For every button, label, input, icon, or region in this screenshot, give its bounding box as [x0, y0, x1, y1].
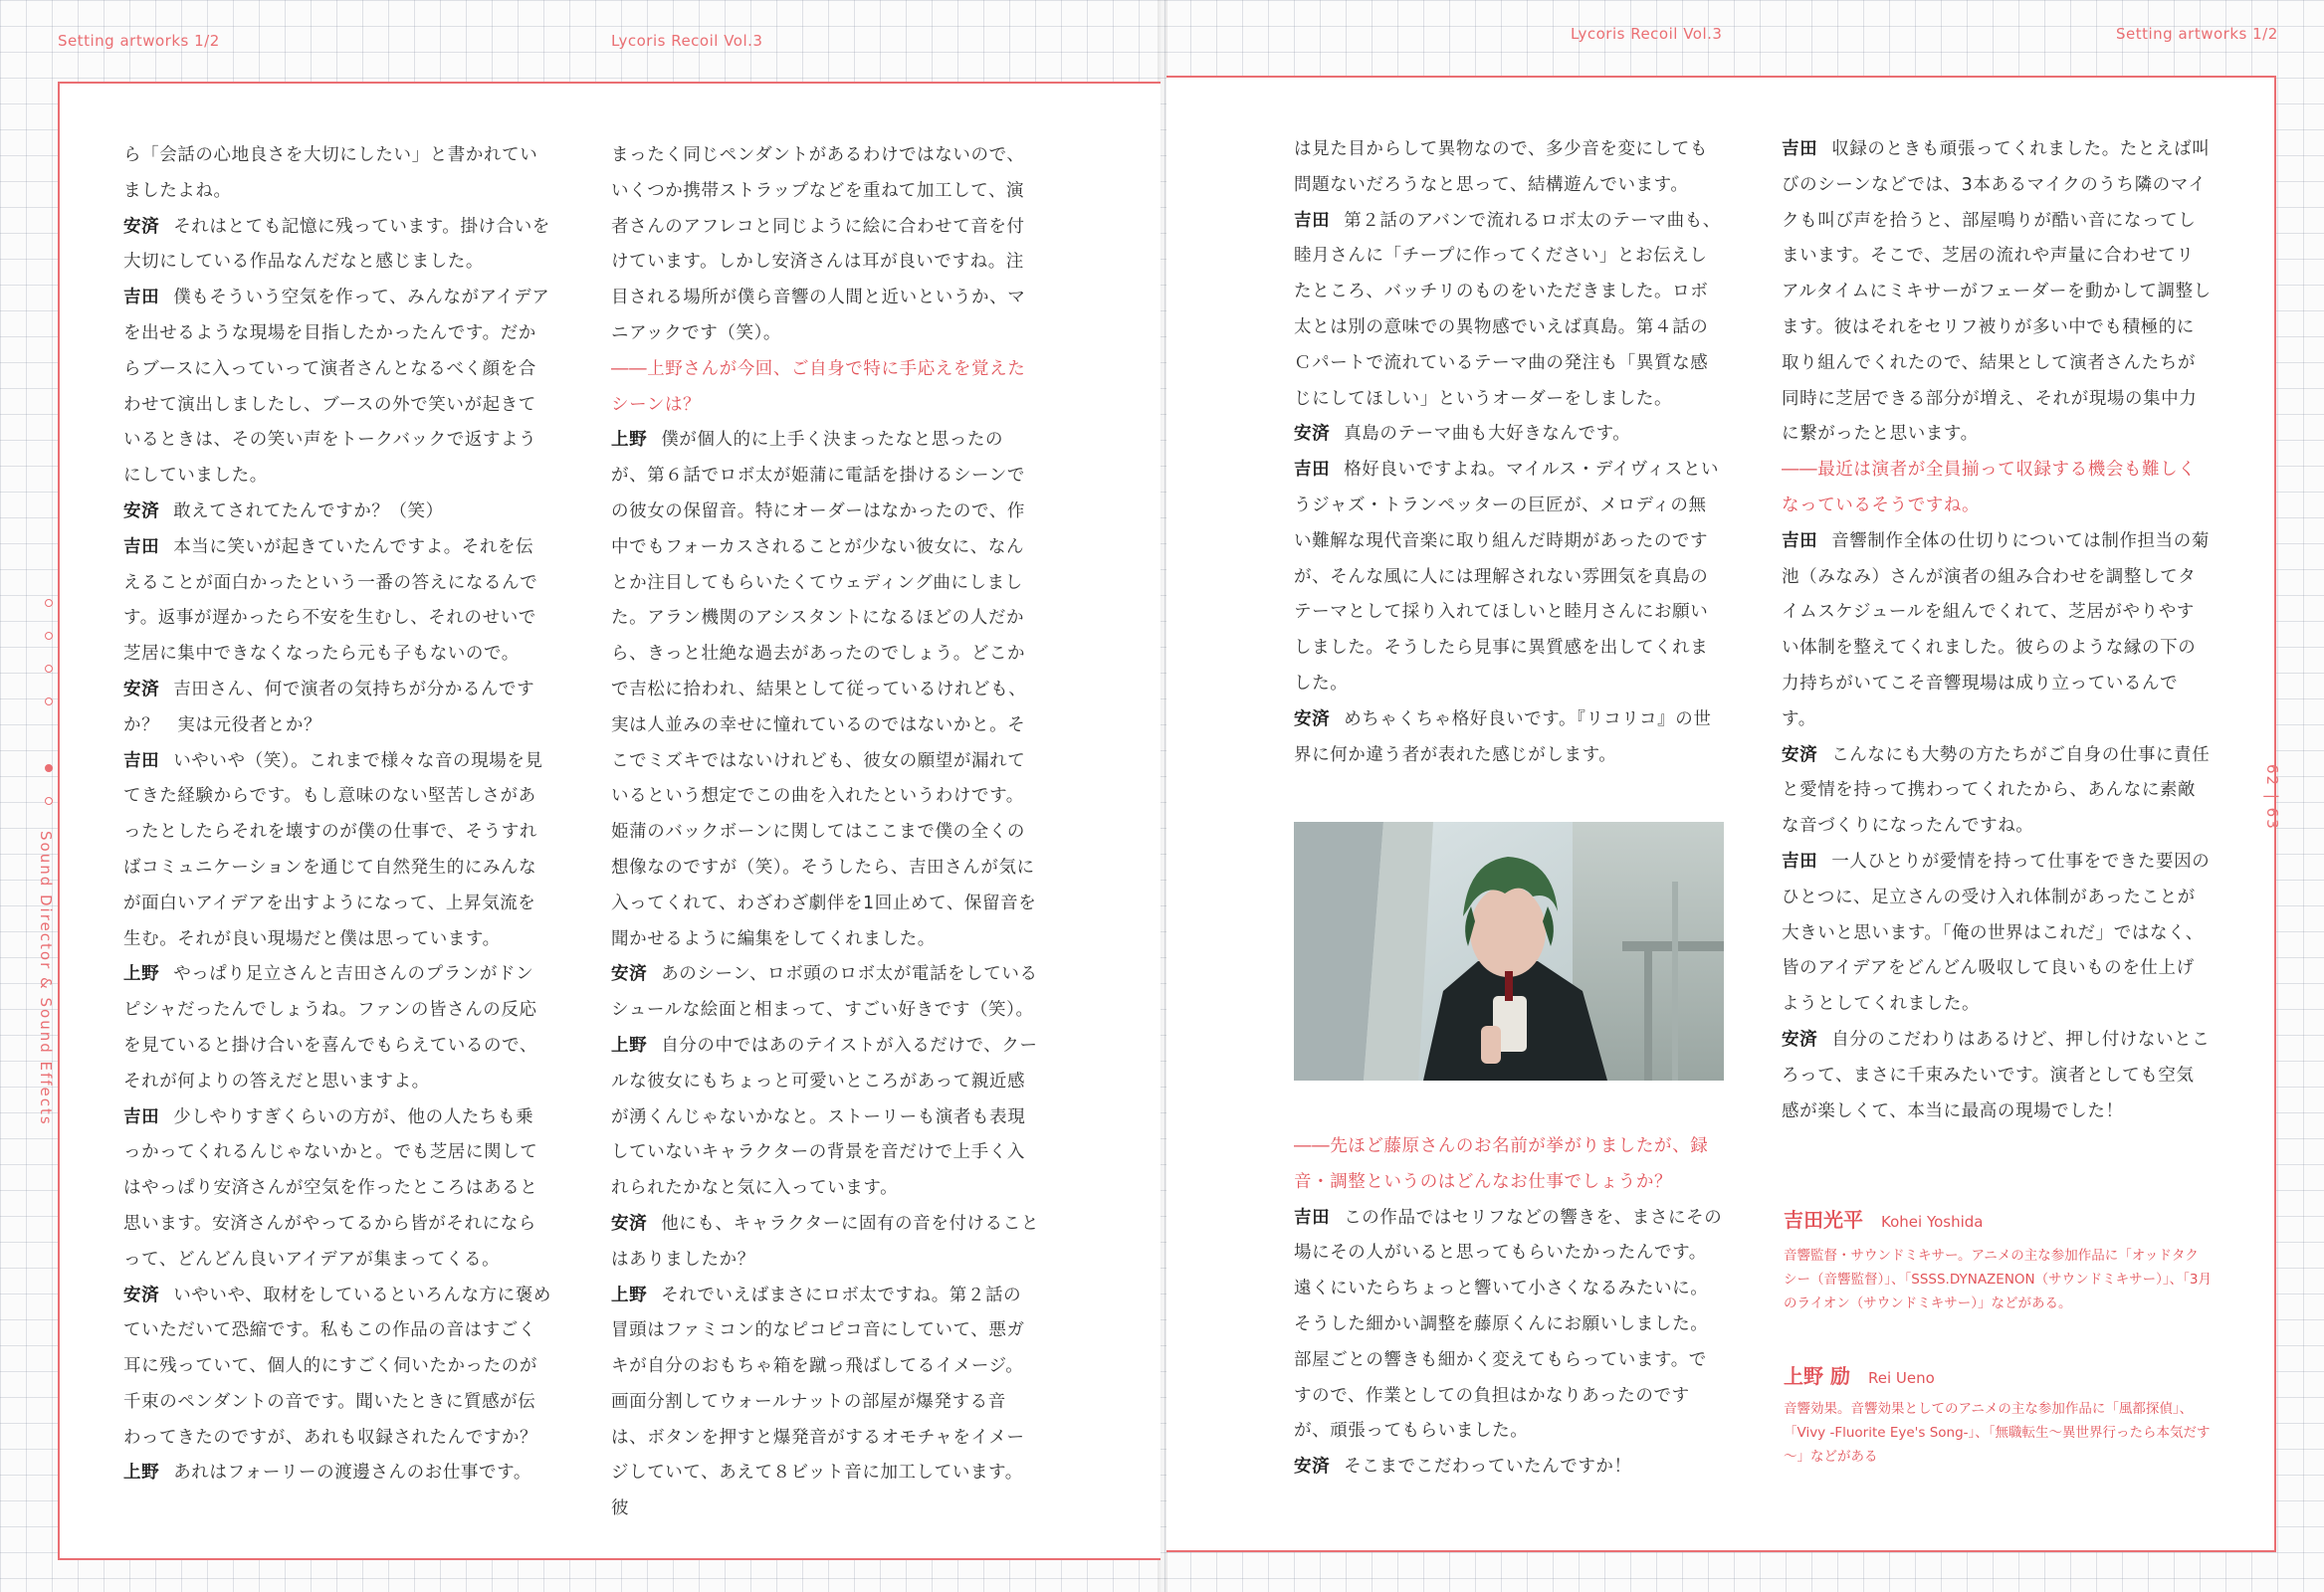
- page-numbers: 62 | 63: [2263, 764, 2281, 831]
- continued-paragraph: は見た目からして異物なので、多少音を変にしても問題ないだろうなと思って、結構遊んでいます。: [1294, 139, 1708, 195]
- header-book-right: Lycoris Recoil Vol.3: [1571, 25, 1723, 43]
- speech-paragraph: [611, 1029, 1039, 1207]
- profile-bio-yoshida: 音響監督・サウンドミキサー。アニメの主な参加作品に「オッドタクシー（音響監督）」、「SSSS.DYNAZENON（サウンドミキサー）」、「3月のライオン（サウンドミキサー）」などがある。: [1784, 1248, 2212, 1311]
- speech-text: 吉田さん、何で演者の気持ちが分かるんですか？ 実は元役者とか？: [123, 679, 535, 735]
- speech-paragraph: [1294, 453, 1724, 702]
- nav-dot: [45, 632, 53, 640]
- speech-paragraph: [1294, 702, 1724, 774]
- speech-paragraph: [1782, 738, 2212, 845]
- speech-paragraph: [1782, 1023, 2212, 1129]
- speech-text: こんなにも大勢の方たちがご自身の仕事に責任と愛情を持って携わってくれたから、あんなに素敵な音づくりになったんですね。: [1782, 744, 2211, 837]
- text-column-2: [611, 138, 1039, 1527]
- speech-text: あのシーン、ロボ頭のロボ太が電話をしているシュールな絵面と相まって、すごい好きです（笑）。: [611, 964, 1038, 1021]
- speaker-name: 上野: [123, 1463, 160, 1484]
- nav-dot-active: [45, 764, 53, 772]
- speech-paragraph: [611, 1207, 1039, 1279]
- header-book-left: Lycoris Recoil Vol.3: [611, 32, 763, 50]
- speech-text: 自分の中ではあのテイストが入るだけで、クールな彼女にもちょっと可愛いところがあって親近感が湧くんじゃないかなと。ストーリーも演者も表現していないキャラクターの背景を音だけで上手く入れられたかなと気に入っています。: [611, 1035, 1038, 1199]
- speech-paragraph: [123, 1456, 551, 1492]
- speech-paragraph: [611, 423, 1039, 957]
- nav-dot: [45, 697, 53, 705]
- speech-text: 収録のときも頑張ってくれました。たとえば叫びのシーンなどでは、3本あるマイクのうち隣のマイクも叫び声を拾うと、部屋鳴りが酷い音になってしまいます。そこで、芝居の流れや声量に合わせてリアルタイムにミキサーがフェーダーを動かして調整します。彼はそれをセリフ被りが多い中でも積極的に取り組んでくれたので、結果として演者さんたちが同時に芝居できる部分が増え、それが現場の集中力に繋がったと思います。: [1782, 139, 2212, 445]
- speech-text: やっぱり足立さんと吉田さんのプランがドンピシャだったんでしょうね。ファンの皆さんの反応を見ていると掛け合いを喜んでもらえているので、それが何よりの答えだと思いますよ。: [123, 964, 537, 1092]
- speaker-name: 吉田: [123, 288, 160, 308]
- profile-name-romaji: Kohei Yoshida: [1881, 1213, 1984, 1231]
- speaker-name: 上野: [611, 1285, 648, 1305]
- speech-paragraph: [123, 673, 551, 744]
- speaker-name: 安済: [123, 216, 160, 237]
- speaker-name: 安済: [123, 1285, 160, 1305]
- interviewer-question: ――最近は演者が全員揃って収録する機会も難しくなっているそうですね。: [1782, 460, 2197, 515]
- speaker-name: 吉田: [123, 1106, 160, 1127]
- speaker-name: 安済: [1294, 708, 1331, 729]
- profile-name-kanji: 上野 励: [1784, 1364, 1850, 1388]
- profile-bio-ueno: 音響効果。音響効果としてのアニメの主な参加作品に「風都探偵」、「Vivy -Fluorite Eye's Song-」、「無職転生～異世界行ったら本気だす～」などがある: [1784, 1401, 2211, 1465]
- speech-paragraph: [123, 744, 551, 958]
- interviewer-question: ――先ほど藤原さんのお名前が挙がりましたが、録音・調整というのはどんなお仕事でしょうか？: [1294, 1136, 1709, 1192]
- speaker-name: 吉田: [1782, 851, 1818, 872]
- speech-paragraph: [123, 210, 551, 282]
- speech-paragraph: [611, 957, 1039, 1029]
- speech-text: 格好良いですよね。マイルス・デイヴィスというジャズ・トランペッターの巨匠が、メロディの無い難解な現代音楽に取り組んだ時期があったのですが、そんな風に人には理解されない雰囲気を真島のテーマとして採り入れてほしいと睦月さんにお願いしました。そうしたら見事に異質感を出してくれました。: [1294, 460, 1720, 694]
- interviewer-question: ――上野さんが今回、ご自身で特に手応えを覚えたシーンは？: [611, 358, 1026, 415]
- speech-paragraph: [123, 957, 551, 1099]
- speaker-name: 吉田: [123, 750, 160, 771]
- speaker-name: 安済: [123, 500, 160, 521]
- speech-paragraph: [1782, 132, 2212, 453]
- speaker-name: 上野: [611, 1035, 648, 1056]
- nav-dot: [45, 665, 53, 673]
- speech-paragraph: [123, 1279, 551, 1457]
- side-navigation: [37, 587, 61, 1214]
- speaker-name: 吉田: [1782, 530, 1818, 551]
- speaker-name: 安済: [1294, 424, 1331, 445]
- speech-paragraph: [1782, 845, 2212, 1023]
- speech-text: 真島のテーマ曲も大好きなんです。: [1344, 424, 1631, 445]
- header-section-left: Setting artworks 1/2: [58, 32, 220, 50]
- profile-name-yoshida: [1784, 1204, 1984, 1233]
- speech-text: 自分のこだわりはあるけど、押し付けないところって、まさに千束みたいです。演者としても空気感が楽しくて、本当に最高の現場でした！: [1782, 1029, 2211, 1121]
- speech-text: 僕が個人的に上手く決まったなと思ったのが、第６話でロボ太が姫蒲に電話を掛けるシーンでの彼女の保留音。特にオーダーはなかったので、作中でもフォーカスされることが少ない彼女に、なんとか注目してもらいたくてウェディング曲にしました。アラン機関のアシスタントになるほどの人だから、きっと壮絶な過去があったのでしょう。どこかで吉松に拾われ、結果として従っているけれども、実は人並みの幸せに憧れているのではないかと。そこでミズキではないけれども、彼女の願望が漏れているという想定でこの曲を入れたというわけです。姫蒲のバックボーンに関してはここまで僕の全くの想像なのですが（笑）。そうしたら、吉田さんが気に入ってくれて、わざわざ劇伴を1回止めて、保留音を聞かせるように編集をしてくれました。: [611, 430, 1037, 949]
- speaker-name: 安済: [611, 1213, 648, 1234]
- speech-text: 敢えてされてたんですか？（笑）: [173, 500, 444, 521]
- speaker-name: 上野: [611, 430, 648, 451]
- speaker-name: 安済: [1294, 1457, 1331, 1478]
- speech-paragraph: [1782, 524, 2212, 738]
- speaker-name: 吉田: [1294, 1207, 1331, 1228]
- speaker-name: 安済: [611, 964, 648, 985]
- speech-text: 第２話のアバンで流れるロボ太のテーマ曲も、睦月さんに「チープに作ってください」とお伝えしたところ、バッチリのものをいただきました。ロボ太とは別の意味での異物感でいえば真島。第４話のＣパートで流れているテーマ曲の発注も「異質な感じにしてほしい」というオーダーをしました。: [1294, 210, 1721, 409]
- speaker-name: 吉田: [123, 536, 160, 557]
- speech-text: 音響制作全体の仕切りについては制作担当の菊池（みなみ）さんが演者の組み合わせを調整してタイムスケジュールを組んでくれて、芝居がやりやすい体制を整えてくれました。彼らのような縁の下の力持ちがいてこそ音響現場は成り立っているんです。: [1782, 530, 2210, 729]
- speech-paragraph: [123, 1100, 551, 1279]
- anime-still-photo: [1294, 822, 1724, 1081]
- speech-paragraph: [123, 530, 551, 673]
- text-column-1: [123, 138, 551, 1492]
- speech-text: あれはフォーリーの渡邊さんのお仕事です。: [173, 1463, 531, 1484]
- speech-paragraph: [1294, 204, 1724, 418]
- side-label: Sound Director & Sound Effects: [37, 831, 55, 1126]
- speaker-name: 安済: [123, 679, 160, 699]
- speech-paragraph: [611, 1279, 1039, 1528]
- profile-name-ueno: [1784, 1360, 1935, 1389]
- speech-paragraph: [1294, 1201, 1724, 1451]
- speaker-name: 吉田: [1294, 460, 1331, 481]
- speech-text: 本当に笑いが起きていたんですよ。それを伝えることが面白かったという一番の答えになるんです。返事が遅かったら不安を生むし、それのせいで芝居に集中できなくなったら元も子もないので。: [123, 536, 538, 665]
- continued-paragraph: ら「会話の心地良さを大切にしたい」と書かれていましたよね。: [123, 145, 538, 201]
- speech-paragraph: [123, 495, 551, 530]
- nav-dot: [45, 797, 53, 805]
- speech-text: この作品ではセリフなどの響きを、まさにその場にその人がいると思ってもらいたかったんです。遠くにいたらちょっと響いて小さくなるみたいに。そうした細かい調整を藤原くんにお願いしました。部屋ごとの響きも細かく変えてもらっています。ですので、作業としての負担はかなりあったのですが、頑張ってもらいました。: [1294, 1207, 1723, 1442]
- speaker-name: 吉田: [1294, 210, 1331, 231]
- speech-text: いやいや、取材をしているといろんな方に褒めていただいて恐縮です。私もこの作品の音はすごく耳に残っていて、個人的にすごく伺いたかったのが千束のペンダントの音です。聞いたときに質感が伝わってきたのですが、あれも収録されたんですか？: [123, 1285, 551, 1448]
- speech-text: それでいえばまさにロボ太ですね。第２話の冒頭はファミコン的なピコピコ音にしていて、悪ガキが自分のおもちゃ箱を蹴っ飛ばしてるイメージ。画面分割してウォールナットの部屋が爆発する音は、ボタンを押すと爆発音がするオモチャをイメージしていて、あえて８ビット音に加工しています。彼: [611, 1285, 1025, 1519]
- speaker-name: 上野: [123, 964, 160, 985]
- speaker-name: 安済: [1782, 1029, 1818, 1050]
- speech-text: 他にも、キャラクターに固有の音を付けることはありましたか？: [611, 1213, 1039, 1270]
- speech-text: 少しやりすぎくらいの方が、他の人たちも乗っかってくれるんじゃないかと。でも芝居に関してはやっぱり安済さんが空気を作ったところはあると思います。安済さんがやってるから皆がそれにならって、どんどん良いアイデアが集まってくる。: [123, 1106, 538, 1270]
- continued-paragraph: まったく同じペンダントがあるわけではないので、いくつか携帯ストラップなどを重ねて加工して、演者さんのアフレコと同じように絵に合わせて音を付けています。しかし安済さんは耳が良いですね。注目される場所が僕ら音響の人間と近いというか、マニアックです（笑）。: [611, 145, 1026, 343]
- header-section-right: Setting artworks 1/2: [2116, 25, 2278, 43]
- nav-dot: [45, 599, 53, 607]
- speech-text: 僕もそういう空気を作って、みんながアイデアを出せるような現場を目指したかったんです。だからブースに入っていって演者さんとなるべく顔を合わせて演出しましたし、ブースの外で笑いが起きているときは、その笑い声をトークバックで返すようにしていました。: [123, 288, 550, 487]
- speaker-name: 吉田: [1782, 139, 1818, 159]
- text-column-4: [1294, 1129, 1724, 1486]
- speech-text: そこまでこだわっていたんですか！: [1344, 1457, 1632, 1478]
- text-column-5: [1782, 132, 2212, 1129]
- speech-paragraph: [1294, 1450, 1724, 1486]
- profile-name-romaji: Rei Ueno: [1867, 1369, 1935, 1387]
- speech-text: 一人ひとりが愛情を持って仕事をできた要因のひとつに、足立さんの受け入れ体制があったことが大きいと思います。「俺の世界はこれだ」ではなく、皆のアイデアをどんどん吸収して良いものを仕上げようとしてくれました。: [1782, 851, 2211, 1015]
- speech-paragraph: [123, 281, 551, 495]
- speech-text: それはとても記憶に残っています。掛け合いを大切にしている作品なんだなと感じました。: [123, 216, 550, 273]
- text-column-3: [1294, 132, 1724, 773]
- profile-name-kanji: 吉田光平: [1784, 1208, 1863, 1232]
- speech-paragraph: [1294, 417, 1724, 453]
- speech-text: いやいや（笑）。これまで様々な音の現場を見てきた経験からです。もし意味のない堅苦しさがあったとしたらそれを壊すのが僕の仕事で、そうすればコミュニケーションを通じて自然発生的にみんなが面白いアイデアを出すようになって、上昇気流を生む。それが良い現場だと僕は思っています。: [123, 750, 543, 949]
- speaker-name: 安済: [1782, 744, 1818, 765]
- speech-text: めちゃくちゃ格好良いです。『リコリコ』の世界に何か違う者が表れた感じがします。: [1294, 708, 1712, 765]
